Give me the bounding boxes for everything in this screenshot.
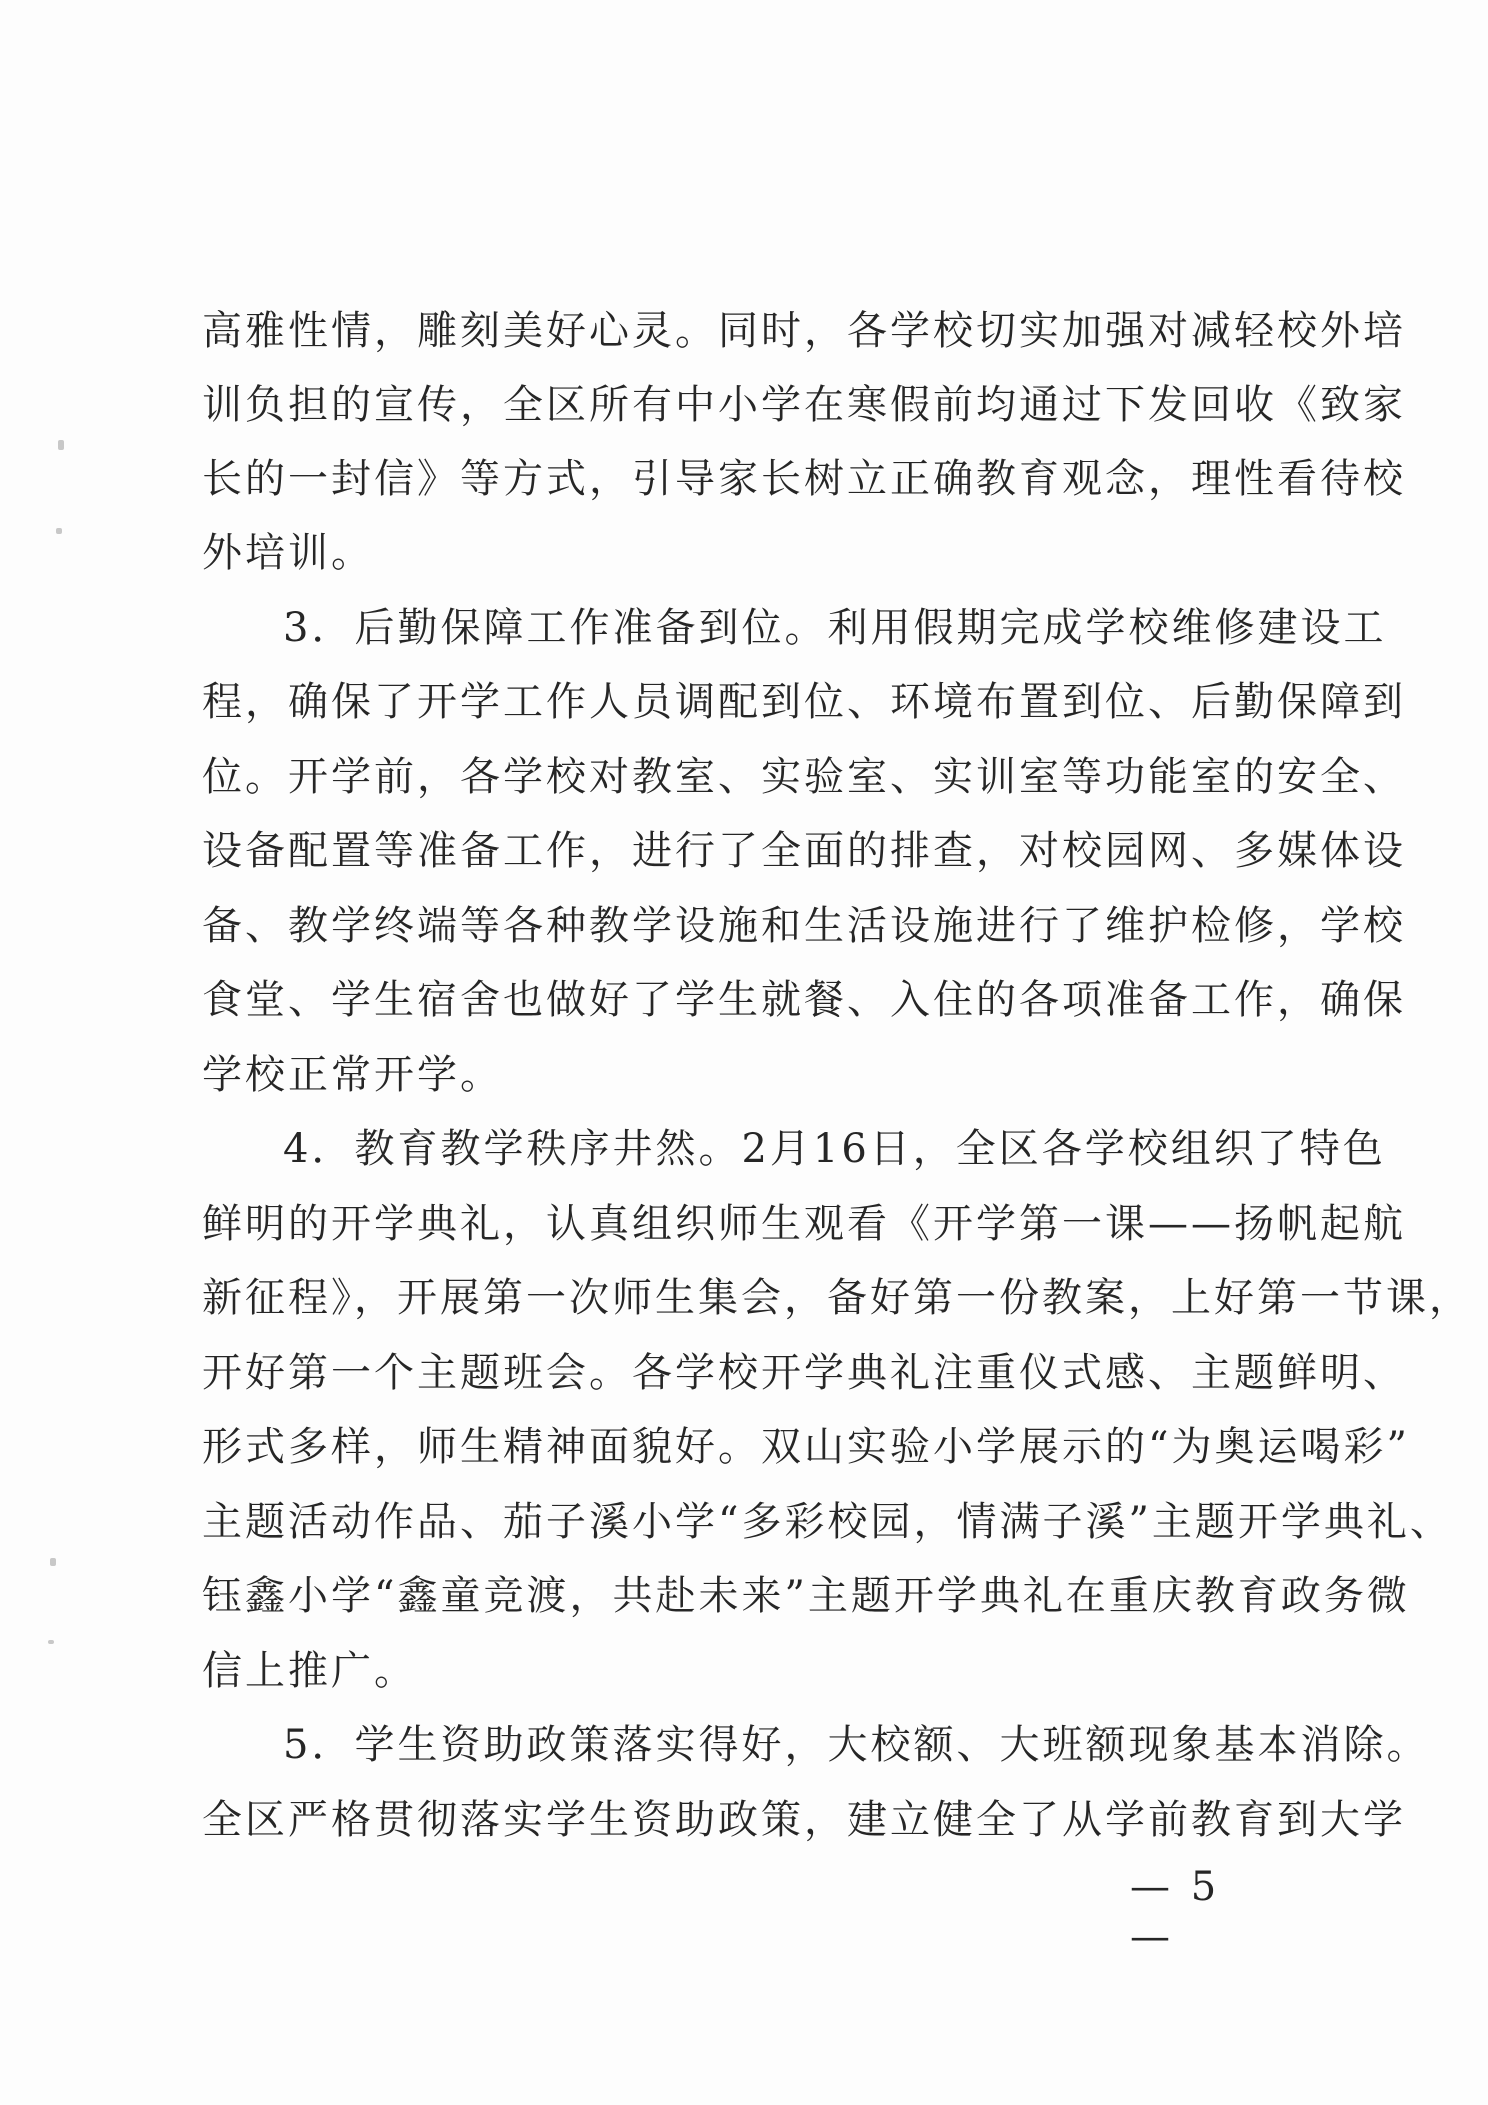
scan-speck (56, 528, 62, 534)
body-text-line: 形式多样，师生精神面貌好。双山实验小学展示的“为奥运喝彩” (202, 1424, 1410, 1470)
body-text-line: 主题活动作品、茄子溪小学“多彩校园，情满子溪”主题开学典礼、 (202, 1499, 1453, 1545)
body-text-line: 长的一封信》等方式，引导家长树立正确教育观念，理性看待校 (202, 456, 1406, 502)
paragraph-first-line: 5．学生资助政策落实得好，大校额、大班额现象基本消除。 (283, 1722, 1430, 1768)
body-text-line: 开好第一个主题班会。各学校开学典礼注重仪式感、主题鲜明、 (202, 1350, 1406, 1396)
page-number: — 5 — (1130, 1864, 1221, 1960)
body-text-line: 学校正常开学。 (202, 1052, 503, 1098)
body-text-line: 外培训。 (202, 530, 374, 576)
body-text-line: 备、教学终端等各种教学设施和生活设施进行了维护检修，学校 (202, 903, 1406, 949)
scan-speck (48, 1640, 54, 1644)
body-text-line: 信上推广。 (202, 1648, 417, 1694)
scan-speck (58, 440, 64, 450)
body-text-line: 程，确保了开学工作人员调配到位、环境布置到位、后勤保障到 (202, 679, 1406, 725)
paragraph-first-line: 3．后勤保障工作准备到位。利用假期完成学校维修建设工 (283, 605, 1387, 651)
body-text-line: 食堂、学生宿舍也做好了学生就餐、入住的各项准备工作，确保 (202, 977, 1406, 1023)
body-text-line: 高雅性情，雕刻美好心灵。同时，各学校切实加强对减轻校外培 (202, 308, 1406, 354)
body-text-line: 全区严格贯彻落实学生资助政策，建立健全了从学前教育到大学 (202, 1797, 1406, 1843)
body-text-line: 训负担的宣传，全区所有中小学在寒假前均通过下发回收《致家 (202, 382, 1406, 428)
body-text-line: 新征程》，开展第一次师生集会，备好第一份教案，上好第一节课， (202, 1275, 1472, 1321)
body-text-line: 位。开学前，各学校对教室、实验室、实训室等功能室的安全、 (202, 754, 1406, 800)
body-text-line: 鲜明的开学典礼，认真组织师生观看《开学第一课——扬帆起航 (202, 1201, 1406, 1247)
body-text-line: 钰鑫小学“鑫童竞渡，共赴未来”主题开学典礼在重庆教育政务微 (202, 1573, 1410, 1619)
paragraph-first-line: 4．教育教学秩序井然。2月16日，全区各学校组织了特色 (283, 1126, 1386, 1172)
body-text-line: 设备配置等准备工作，进行了全面的排查，对校园网、多媒体设 (202, 828, 1406, 874)
scan-speck (50, 1558, 56, 1566)
